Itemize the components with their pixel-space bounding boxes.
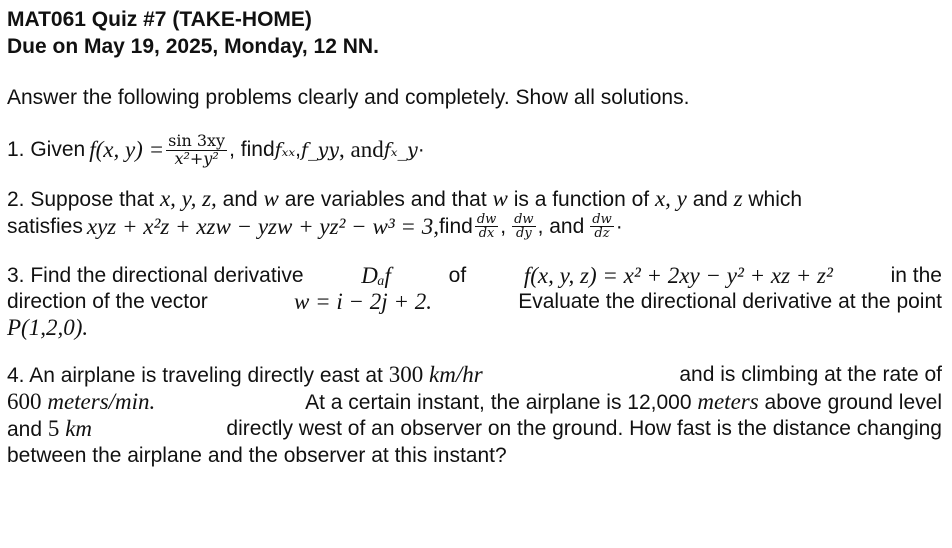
derivative-dw-dy: [512, 213, 535, 241]
problem-1-lead: 1. Given: [7, 138, 86, 162]
problem-1-find: , find: [229, 138, 275, 162]
separator: ,: [295, 138, 301, 162]
equation: xyz + x²z + xzw − yzw + yz² − w³ = 3,: [86, 213, 439, 239]
problem-2-line-1: [7, 186, 942, 213]
text: between the airplane and the observer at this instant?: [7, 443, 507, 467]
problem-4-line-4: [7, 443, 942, 469]
problem-4: [7, 362, 942, 469]
function-equation: f(x, y, z) = x² + 2xy − y² + xz + z²: [523, 262, 833, 288]
problem-4-line-2: [7, 389, 942, 416]
numerator: dw: [514, 211, 534, 227]
numerator: dw: [592, 211, 612, 227]
derivative-dw-dz: [590, 213, 613, 241]
fraction-denominator: x²+y²: [174, 148, 219, 168]
variable-w: w: [263, 185, 279, 211]
vector-w: w = i − 2j + 2.: [294, 288, 432, 314]
problem-2: [7, 186, 942, 241]
point-p: P(1,2,0).: [7, 314, 89, 340]
separator-and: , and: [339, 137, 384, 163]
text: , and: [537, 214, 585, 238]
denominator: dy: [516, 226, 532, 242]
problem-2-line-2: [7, 213, 942, 241]
quiz-title: MAT061 Quiz #7 (TAKE-HOME): [7, 8, 312, 31]
partial-fyy: f_yy: [301, 139, 339, 162]
problem-3-line-2: [7, 289, 942, 315]
denominator: dz: [594, 226, 610, 242]
text: directly west of an observer on the ground. How fast is the distance changing: [226, 416, 942, 440]
text: satisfies: [7, 214, 83, 238]
text: ·: [615, 214, 623, 238]
problem-1: [7, 133, 942, 168]
text: and: [686, 187, 734, 211]
directional-derivative-operator: Dₐf: [361, 262, 391, 288]
text: 2. Suppose that: [7, 187, 160, 211]
variables: x, y, z,: [159, 185, 217, 211]
due-date: Due on May 19, 2025, Monday, 12 NN.: [7, 35, 379, 58]
text: of: [448, 263, 467, 287]
unit-meters: meters: [697, 388, 759, 414]
text: is a function of: [507, 187, 655, 211]
problem-1-fraction: [166, 133, 227, 168]
climb-rate-unit: meters/min.: [47, 388, 156, 414]
text: Evaluate the directional derivative at the point: [518, 289, 942, 313]
distance-value: 5: [47, 415, 60, 441]
separator: ,: [500, 214, 507, 238]
text: 3. Find the directional derivative: [7, 263, 304, 287]
speed-value: 300: [388, 361, 424, 387]
text: and is climbing at the rate of: [679, 362, 942, 386]
variable-w: w: [492, 185, 508, 211]
text: which: [742, 187, 803, 211]
partial-fxy: fₓ_y: [383, 139, 418, 162]
partial-fxx: fₓₓ: [274, 139, 296, 162]
text: direction of the vector: [7, 289, 208, 313]
climb-rate-value: 600: [7, 388, 42, 414]
problem-4-line-1: [7, 362, 942, 389]
variable-z: z: [733, 185, 743, 211]
text: find: [438, 214, 473, 238]
speed-unit: km/hr: [429, 361, 483, 387]
text: in the: [890, 263, 942, 287]
numerator: dw: [476, 211, 497, 227]
problem-3: [7, 263, 942, 342]
problem-3-line-3: [7, 315, 942, 342]
text: and: [216, 187, 264, 211]
denominator: dx: [478, 226, 495, 242]
problem-1-function: f(x, y) =: [89, 137, 165, 163]
problem-4-line-3: [7, 416, 942, 443]
problem-3-line-1: [7, 263, 942, 289]
problem-1-end: ·: [417, 138, 425, 162]
text: above ground level: [758, 390, 942, 414]
fraction-numerator: sin 3xy: [168, 131, 226, 150]
instructions: Answer the following problems clearly and completely. Show all solutions.: [7, 86, 690, 109]
unit-km: km: [65, 415, 93, 441]
text: At a certain instant, the airplane is 12,000: [305, 390, 698, 414]
text: 4. An airplane is traveling directly east at: [7, 363, 389, 387]
variables: x, y: [654, 185, 687, 211]
derivative-dw-dx: [475, 213, 498, 241]
text: are variables and that: [278, 187, 493, 211]
text: and: [7, 417, 48, 441]
